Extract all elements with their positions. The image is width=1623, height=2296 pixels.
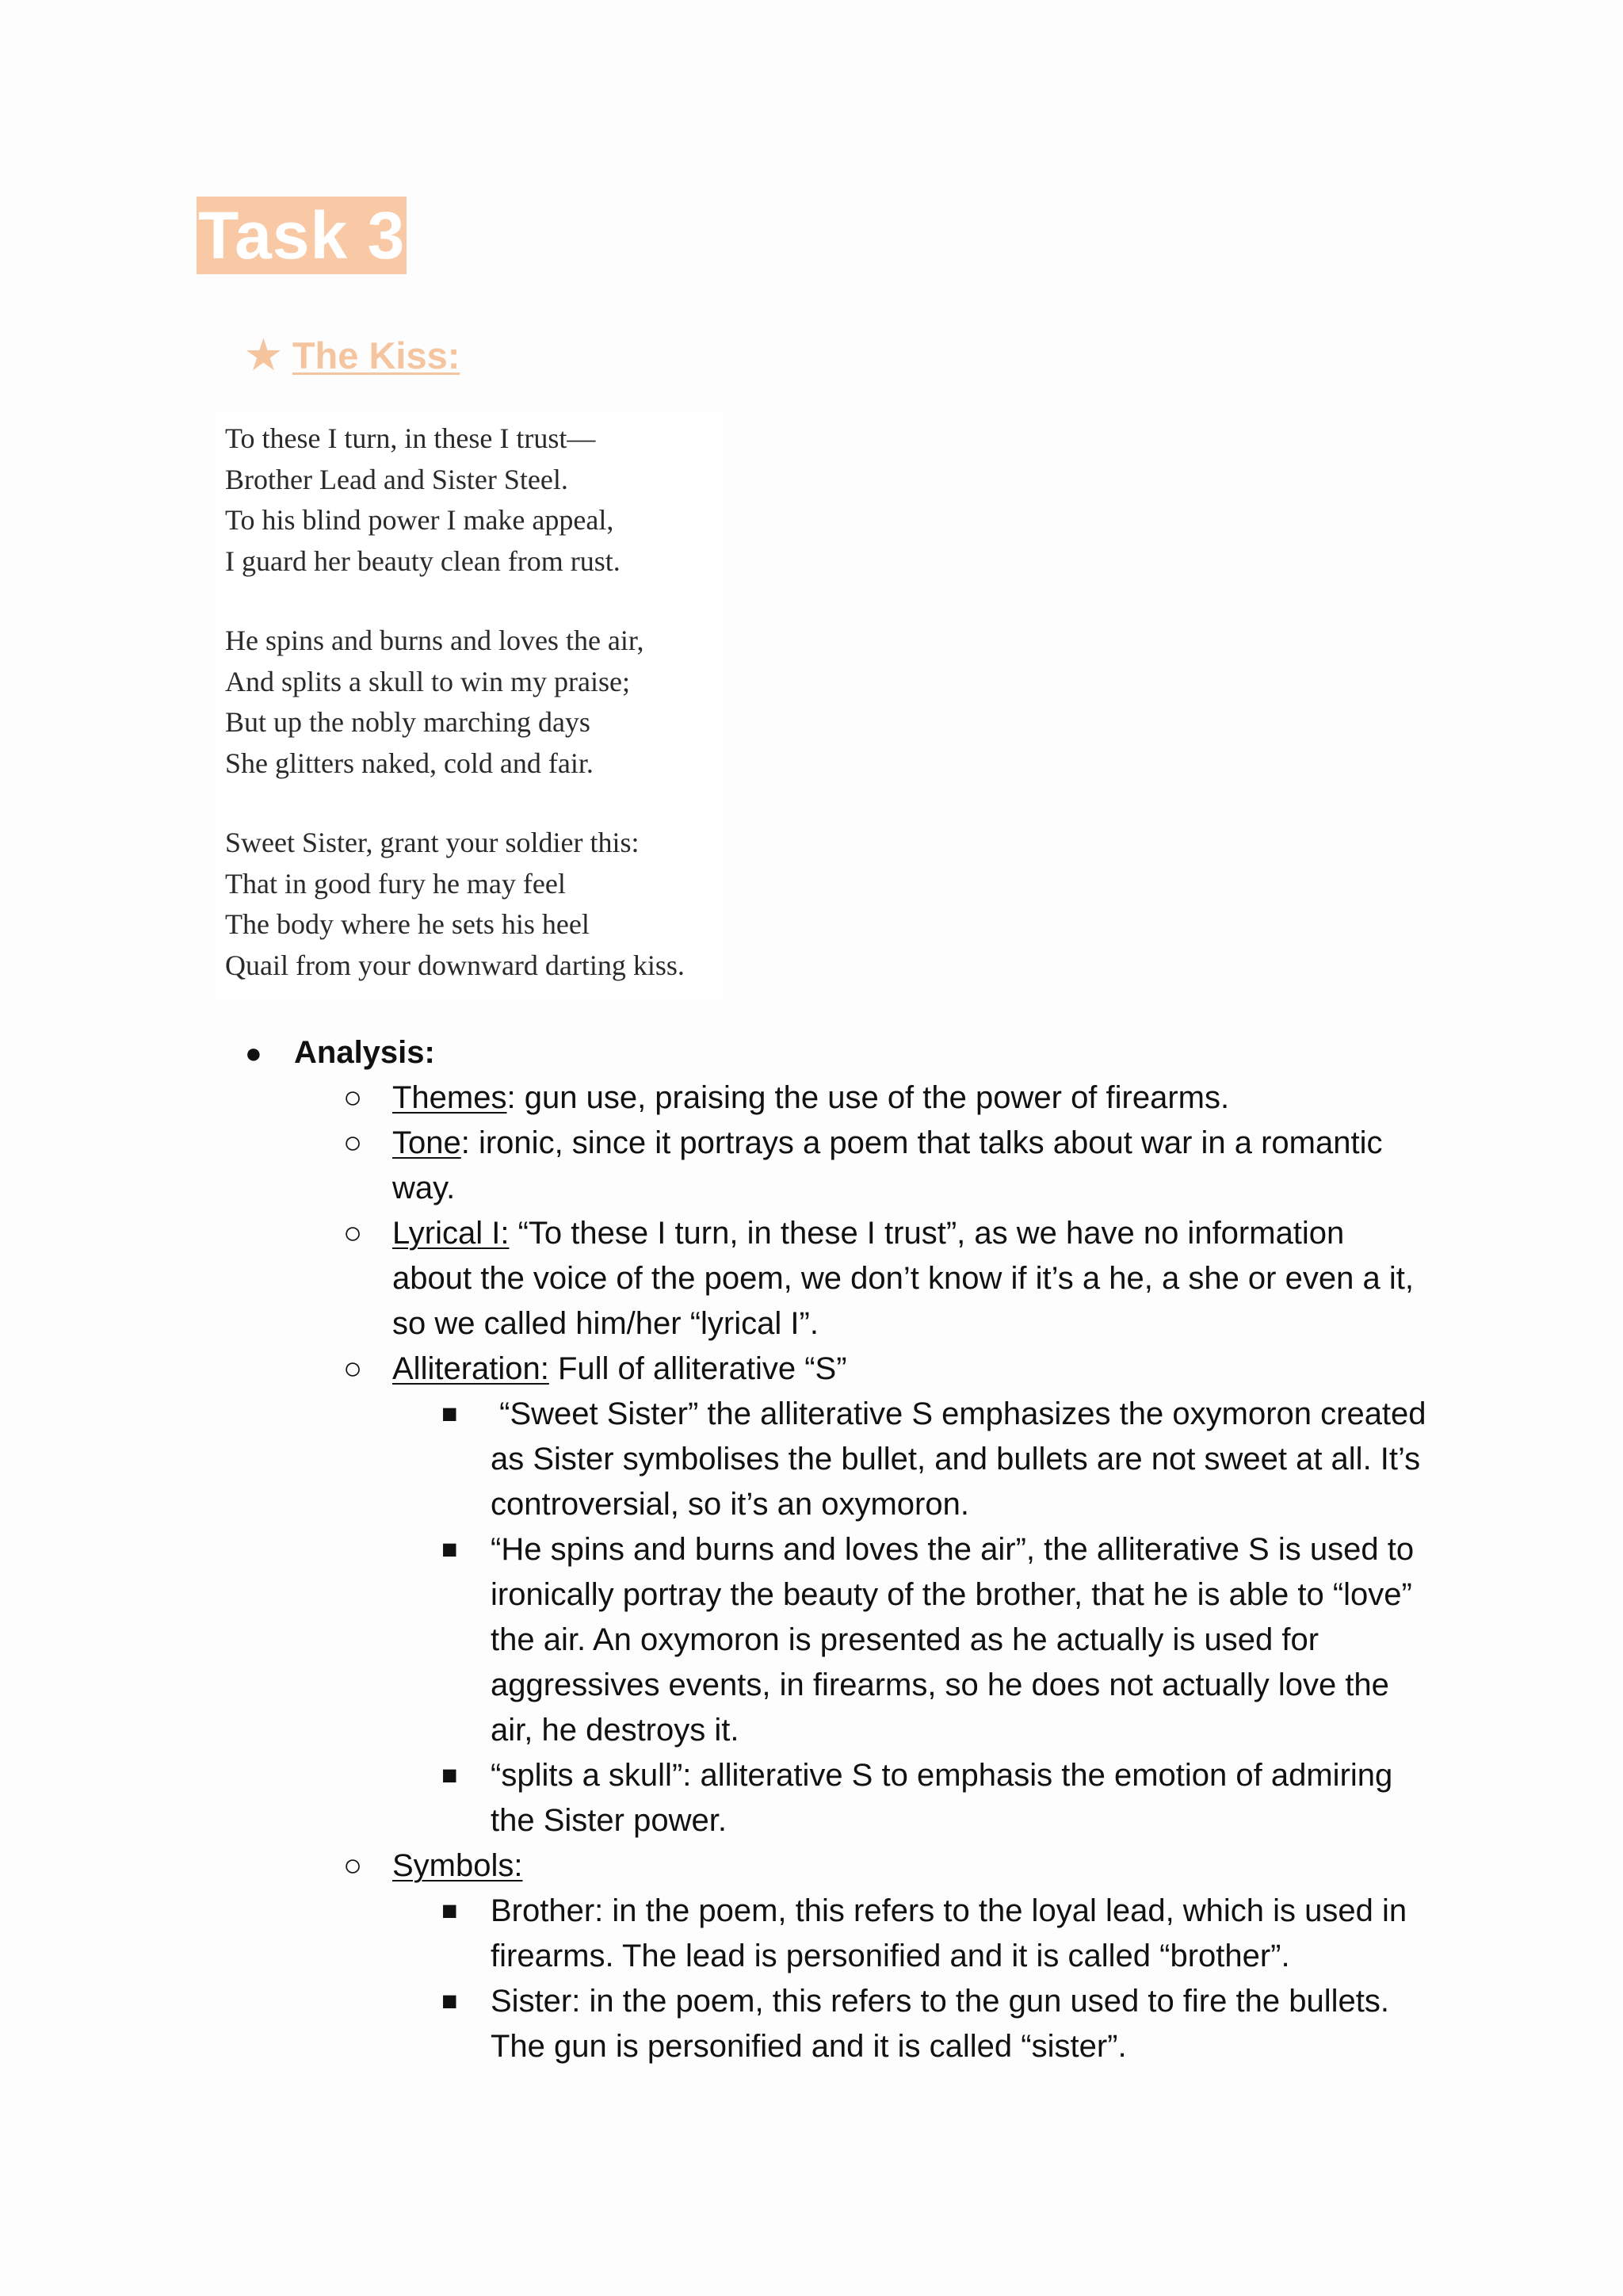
- subitem-text: Sister: in the poem, this refers to the gun used to fire the bullets. The gun is personified and it is called “sister”.: [491, 1984, 1389, 2064]
- alliteration-subitem: [441, 1392, 1435, 1527]
- poem-line: That in good fury he may feel: [225, 867, 566, 900]
- alliteration-text: Full of alliterative “S”: [548, 1351, 847, 1386]
- circle-bullet-icon: ○: [343, 1351, 363, 1386]
- poem-line: Sweet Sister, grant your soldier this:: [225, 827, 640, 858]
- square-bullet-icon: ■: [441, 1534, 458, 1564]
- tone-text: : ironic, since it portrays a poem that talks about war in a romantic way.: [392, 1125, 1383, 1205]
- list-item-alliteration: [343, 1347, 1430, 1392]
- square-bullet-icon: ■: [441, 1896, 458, 1926]
- subitem-text: “He spins and burns and loves the air”, the alliterative S is used to ironically portray the beauty of the brother, that he is able to “love” the air. An oxymoron is presented as he actually is used for aggressives events, in firearms, so he does not actually love the air, he destroys it.: [491, 1532, 1415, 1748]
- symbols-label: Symbols:: [392, 1848, 523, 1883]
- star-icon: ★: [246, 333, 281, 377]
- poem-line: Quail from your downward darting kiss.: [225, 949, 685, 981]
- poem-line: To his blind power I make appeal,: [225, 504, 614, 536]
- list-item-tone: [343, 1121, 1430, 1211]
- poem-line: He spins and burns and loves the air,: [225, 625, 644, 656]
- circle-bullet-icon: ○: [343, 1216, 363, 1251]
- poem-line: And splits a skull to win my praise;: [225, 665, 630, 697]
- alliteration-subitem: [441, 1527, 1430, 1753]
- square-bullet-icon: ■: [441, 1399, 458, 1429]
- themes-label: Themes: [392, 1080, 507, 1115]
- poem-stanza-3: [225, 823, 685, 986]
- subitem-text: Brother: in the poem, this refers to the loyal lead, which is used in firearms. The lead is personified and it is called “brother”.: [491, 1893, 1407, 1973]
- lyrical-text: “To these I turn, in these I trust”, as we have no information about the voice of the poem, we don’t know if it’s a he, a she or even a it, so we called him/her “lyrical I”.: [392, 1216, 1414, 1341]
- symbols-subitem: [441, 1889, 1430, 1979]
- poem-line: Brother Lead and Sister Steel.: [225, 463, 568, 495]
- symbols-subitem: [441, 1979, 1430, 2069]
- list-item-lyrical: [343, 1211, 1430, 1347]
- circle-bullet-icon: ○: [343, 1125, 363, 1160]
- analysis-heading: [245, 1030, 1623, 1075]
- subitem-text: “splits a skull”: alliterative S to emphasis the emotion of admiring the Sister power.: [491, 1758, 1393, 1838]
- lyrical-label: Lyrical I:: [392, 1216, 510, 1251]
- analysis-section: [0, 1030, 1623, 2069]
- bullet-icon: ●: [245, 1037, 262, 1069]
- alliteration-subitem: [441, 1753, 1430, 1843]
- themes-text: : gun use, praising the use of the power of firearms.: [506, 1080, 1230, 1115]
- list-item-themes: [343, 1075, 1430, 1121]
- alliteration-label: Alliteration:: [392, 1351, 549, 1386]
- task-title: Task 3: [198, 198, 406, 273]
- poem-stanza-1: [225, 418, 621, 582]
- square-bullet-icon: ■: [441, 1986, 458, 2016]
- square-bullet-icon: ■: [441, 1760, 458, 1790]
- poem-line: To these I turn, in these I trust—: [225, 422, 596, 454]
- poem-title-text: The Kiss:: [292, 334, 460, 376]
- poem-line: I guard her beauty clean from rust.: [225, 544, 621, 577]
- circle-bullet-icon: ○: [343, 1080, 363, 1115]
- analysis-label: Analysis:: [294, 1035, 435, 1070]
- poem-line: She glitters naked, cold and fair.: [225, 747, 594, 779]
- circle-bullet-icon: ○: [343, 1848, 363, 1883]
- poem-stanza-2: [225, 621, 643, 784]
- list-item-symbols: [343, 1843, 1430, 1889]
- poem-title: [246, 327, 460, 384]
- tone-label: Tone: [392, 1125, 461, 1160]
- poem-line: The body where he sets his heel: [225, 908, 590, 940]
- poem-line: But up the nobly marching days: [225, 706, 590, 738]
- subitem-text: “Sweet Sister” the alliterative S emphasizes the oxymoron created as Sister symbolises the bullet, and bullets are not sweet at all. It’s controversial, so it’s an oxymoron.: [491, 1396, 1435, 1522]
